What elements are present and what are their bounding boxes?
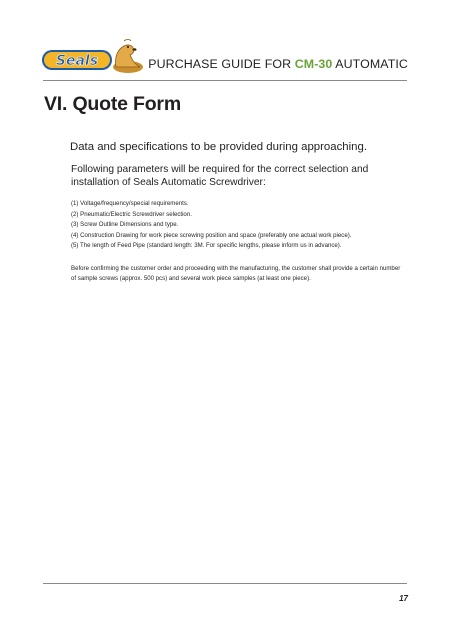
page-number: 17	[399, 594, 408, 603]
guide-title	[148, 57, 408, 71]
section-intro: Data and specifications to be provided during approaching.	[70, 141, 367, 153]
parameters-intro: Following parameters will be required for the correct selection and installation of Seals Automatic Screwdriver:	[71, 164, 369, 188]
guide-title-model: CM-30	[294, 57, 333, 71]
guide-title-prefix: PURCHASE GUIDE FOR	[148, 57, 295, 71]
list-item: (2) Pneumatic/Electric Screwdriver selection.	[71, 210, 192, 218]
list-item: (3) Screw Outline Dimensions and type.	[71, 221, 179, 228]
list-item: (5) The length of Feed Pipe (standard length: 3M. For specific lengths, please inform us in advance).	[71, 242, 342, 249]
list-item: (1) Voltage/frequency/special requirements.	[71, 200, 189, 207]
header-divider	[43, 80, 407, 81]
guide-title-suffix: AUTOMATIC	[332, 57, 408, 71]
seals-logo	[40, 37, 148, 75]
requirements-list	[71, 199, 421, 252]
section-title: VI. Quote Form	[44, 93, 181, 115]
logo-wordmark: Seals	[55, 53, 99, 69]
confirmation-paragraph: Before confirming the customer order and proceeding with the manufacturing, the customer shall provide a certain number of sample screws (approx. 500 pcs) and several work piece samples (at least one piece).	[71, 265, 401, 282]
page-header	[0, 0, 450, 80]
footer-divider	[43, 583, 407, 584]
seal-mascot-icon	[113, 40, 143, 74]
list-item: (4) Construction Drawing for work piece screwing position and space (preferably one actual work piece).	[71, 231, 352, 239]
